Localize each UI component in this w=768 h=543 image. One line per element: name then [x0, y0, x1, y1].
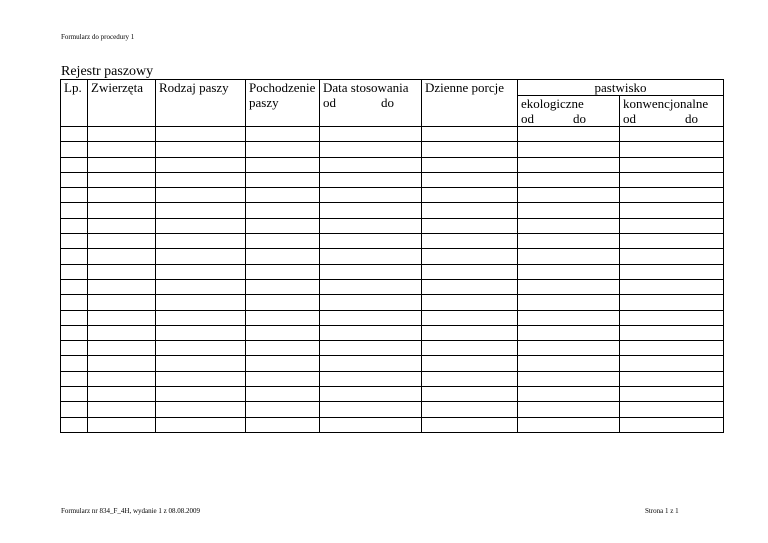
cell-animals[interactable]	[88, 157, 156, 172]
cell-animals[interactable]	[88, 387, 156, 402]
cell-pasture-ecological[interactable]	[518, 325, 620, 340]
col-header-pasture-ecological: ekologiczne od do	[518, 96, 620, 127]
col-header-daily-portions: Dzienne porcje	[422, 80, 518, 127]
cell-feed-origin[interactable]	[246, 371, 320, 386]
cell-pasture-conventional[interactable]	[620, 127, 724, 142]
cell-pasture-conventional[interactable]	[620, 234, 724, 249]
cell-lp[interactable]	[61, 295, 88, 310]
cell-date-of-use[interactable]	[320, 387, 422, 402]
cell-feed-origin[interactable]	[246, 341, 320, 356]
cell-feed-type[interactable]	[156, 417, 246, 432]
cell-feed-origin[interactable]	[246, 402, 320, 417]
cell-lp[interactable]	[61, 402, 88, 417]
cell-daily-portions[interactable]	[422, 295, 518, 310]
cell-date-of-use[interactable]	[320, 157, 422, 172]
cell-animals[interactable]	[88, 295, 156, 310]
cell-feed-origin[interactable]	[246, 172, 320, 187]
cell-daily-portions[interactable]	[422, 203, 518, 218]
cell-animals[interactable]	[88, 234, 156, 249]
cell-feed-type[interactable]	[156, 264, 246, 279]
cell-feed-type[interactable]	[156, 402, 246, 417]
cell-pasture-ecological[interactable]	[518, 402, 620, 417]
cell-animals[interactable]	[88, 249, 156, 264]
cell-pasture-conventional[interactable]	[620, 402, 724, 417]
cell-feed-type[interactable]	[156, 142, 246, 157]
cell-date-of-use[interactable]	[320, 279, 422, 294]
cell-pasture-conventional[interactable]	[620, 203, 724, 218]
cell-date-of-use[interactable]	[320, 341, 422, 356]
cell-daily-portions[interactable]	[422, 279, 518, 294]
cell-animals[interactable]	[88, 341, 156, 356]
cell-lp[interactable]	[61, 234, 88, 249]
table-row	[61, 142, 724, 157]
cell-lp[interactable]	[61, 417, 88, 432]
col-header-pasture-conventional: konwencjonalne od do	[620, 96, 724, 127]
cell-feed-type[interactable]	[156, 249, 246, 264]
cell-date-of-use[interactable]	[320, 127, 422, 142]
cell-pasture-ecological[interactable]	[518, 341, 620, 356]
table-row	[61, 387, 724, 402]
cell-feed-origin[interactable]	[246, 249, 320, 264]
cell-feed-type[interactable]	[156, 387, 246, 402]
cell-pasture-conventional[interactable]	[620, 264, 724, 279]
table-row	[61, 356, 724, 371]
cell-feed-origin[interactable]	[246, 264, 320, 279]
cell-pasture-conventional[interactable]	[620, 371, 724, 386]
table-row	[61, 341, 724, 356]
cell-date-of-use[interactable]	[320, 264, 422, 279]
cell-date-of-use[interactable]	[320, 417, 422, 432]
cell-pasture-ecological[interactable]	[518, 417, 620, 432]
cell-date-of-use[interactable]	[320, 142, 422, 157]
cell-daily-portions[interactable]	[422, 234, 518, 249]
cell-lp[interactable]	[61, 218, 88, 233]
cell-date-of-use[interactable]	[320, 325, 422, 340]
cell-feed-type[interactable]	[156, 127, 246, 142]
cell-feed-origin[interactable]	[246, 142, 320, 157]
cell-pasture-ecological[interactable]	[518, 371, 620, 386]
cell-pasture-ecological[interactable]	[518, 295, 620, 310]
table-row	[61, 264, 724, 279]
cell-pasture-conventional[interactable]	[620, 157, 724, 172]
cell-animals[interactable]	[88, 417, 156, 432]
cell-feed-origin[interactable]	[246, 188, 320, 203]
cell-feed-origin[interactable]	[246, 325, 320, 340]
cell-date-of-use[interactable]	[320, 310, 422, 325]
table-row	[61, 234, 724, 249]
col-header-pasture: pastwisko	[518, 80, 724, 96]
cell-pasture-ecological[interactable]	[518, 356, 620, 371]
register-rows	[61, 127, 724, 433]
cell-daily-portions[interactable]	[422, 218, 518, 233]
table-row	[61, 417, 724, 432]
cell-feed-type[interactable]	[156, 356, 246, 371]
cell-feed-origin[interactable]	[246, 310, 320, 325]
cell-daily-portions[interactable]	[422, 371, 518, 386]
cell-animals[interactable]	[88, 371, 156, 386]
col-header-animals: Zwierzęta	[88, 80, 156, 127]
table-row	[61, 402, 724, 417]
cell-daily-portions[interactable]	[422, 310, 518, 325]
cell-daily-portions[interactable]	[422, 387, 518, 402]
table-row	[61, 172, 724, 187]
cell-lp[interactable]	[61, 249, 88, 264]
cell-animals[interactable]	[88, 218, 156, 233]
table-row	[61, 310, 724, 325]
table-row	[61, 157, 724, 172]
cell-date-of-use[interactable]	[320, 402, 422, 417]
cell-feed-origin[interactable]	[246, 417, 320, 432]
cell-animals[interactable]	[88, 279, 156, 294]
form-number-footer: Formularz nr 834_F_4H, wydanie 1 z 08.08.2009	[61, 507, 201, 515]
cell-feed-origin[interactable]	[246, 157, 320, 172]
cell-animals[interactable]	[88, 310, 156, 325]
col-header-feed-type: Rodzaj paszy	[156, 80, 246, 127]
page-title: Rejestr paszowy	[61, 64, 154, 79]
cell-animals[interactable]	[88, 325, 156, 340]
cell-feed-type[interactable]	[156, 172, 246, 187]
cell-daily-portions[interactable]	[422, 127, 518, 142]
cell-pasture-ecological[interactable]	[518, 142, 620, 157]
cell-pasture-conventional[interactable]	[620, 279, 724, 294]
cell-pasture-conventional[interactable]	[620, 295, 724, 310]
feed-register-table	[60, 79, 724, 433]
cell-feed-type[interactable]	[156, 325, 246, 340]
cell-pasture-ecological[interactable]	[518, 234, 620, 249]
cell-pasture-conventional[interactable]	[620, 341, 724, 356]
cell-lp[interactable]	[61, 188, 88, 203]
cell-daily-portions[interactable]	[422, 172, 518, 187]
cell-feed-origin[interactable]	[246, 218, 320, 233]
page-number-footer: Strona 1 z 1	[645, 507, 679, 515]
table-row	[61, 295, 724, 310]
cell-pasture-ecological[interactable]	[518, 249, 620, 264]
cell-lp[interactable]	[61, 325, 88, 340]
cell-pasture-conventional[interactable]	[620, 142, 724, 157]
cell-pasture-ecological[interactable]	[518, 264, 620, 279]
cell-daily-portions[interactable]	[422, 341, 518, 356]
cell-pasture-conventional[interactable]	[620, 218, 724, 233]
cell-feed-origin[interactable]	[246, 203, 320, 218]
cell-feed-origin[interactable]	[246, 387, 320, 402]
table-row	[61, 218, 724, 233]
cell-feed-type[interactable]	[156, 203, 246, 218]
cell-pasture-ecological[interactable]	[518, 157, 620, 172]
cell-animals[interactable]	[88, 142, 156, 157]
cell-lp[interactable]	[61, 356, 88, 371]
cell-date-of-use[interactable]	[320, 172, 422, 187]
col-header-feed-origin: Pochodzenie paszy	[246, 80, 320, 127]
table-row	[61, 127, 724, 142]
cell-lp[interactable]	[61, 172, 88, 187]
cell-daily-portions[interactable]	[422, 188, 518, 203]
cell-lp[interactable]	[61, 310, 88, 325]
cell-feed-type[interactable]	[156, 295, 246, 310]
cell-lp[interactable]	[61, 341, 88, 356]
cell-pasture-ecological[interactable]	[518, 279, 620, 294]
cell-feed-type[interactable]	[156, 371, 246, 386]
cell-animals[interactable]	[88, 356, 156, 371]
cell-feed-origin[interactable]	[246, 356, 320, 371]
cell-pasture-conventional[interactable]	[620, 249, 724, 264]
cell-feed-type[interactable]	[156, 279, 246, 294]
cell-date-of-use[interactable]	[320, 218, 422, 233]
cell-pasture-conventional[interactable]	[620, 417, 724, 432]
cell-pasture-ecological[interactable]	[518, 310, 620, 325]
table-row	[61, 249, 724, 264]
cell-lp[interactable]	[61, 264, 88, 279]
table-row	[61, 325, 724, 340]
cell-date-of-use[interactable]	[320, 234, 422, 249]
cell-feed-origin[interactable]	[246, 127, 320, 142]
cell-animals[interactable]	[88, 402, 156, 417]
table-row	[61, 188, 724, 203]
cell-date-of-use[interactable]	[320, 371, 422, 386]
cell-animals[interactable]	[88, 264, 156, 279]
cell-lp[interactable]	[61, 127, 88, 142]
cell-animals[interactable]	[88, 203, 156, 218]
cell-pasture-conventional[interactable]	[620, 356, 724, 371]
cell-daily-portions[interactable]	[422, 417, 518, 432]
cell-daily-portions[interactable]	[422, 402, 518, 417]
cell-pasture-ecological[interactable]	[518, 172, 620, 187]
cell-lp[interactable]	[61, 142, 88, 157]
cell-pasture-ecological[interactable]	[518, 218, 620, 233]
cell-daily-portions[interactable]	[422, 157, 518, 172]
col-header-lp: Lp.	[61, 80, 88, 127]
cell-lp[interactable]	[61, 203, 88, 218]
cell-daily-portions[interactable]	[422, 264, 518, 279]
table-row	[61, 203, 724, 218]
cell-daily-portions[interactable]	[422, 356, 518, 371]
cell-pasture-conventional[interactable]	[620, 387, 724, 402]
cell-daily-portions[interactable]	[422, 249, 518, 264]
cell-date-of-use[interactable]	[320, 356, 422, 371]
cell-feed-type[interactable]	[156, 188, 246, 203]
form-header-note: Formularz do procedury 1	[61, 33, 135, 41]
cell-feed-type[interactable]	[156, 157, 246, 172]
cell-lp[interactable]	[61, 371, 88, 386]
cell-daily-portions[interactable]	[422, 325, 518, 340]
cell-feed-origin[interactable]	[246, 279, 320, 294]
cell-lp[interactable]	[61, 157, 88, 172]
cell-animals[interactable]	[88, 172, 156, 187]
cell-feed-origin[interactable]	[246, 234, 320, 249]
cell-daily-portions[interactable]	[422, 142, 518, 157]
table-row	[61, 371, 724, 386]
cell-feed-type[interactable]	[156, 341, 246, 356]
cell-date-of-use[interactable]	[320, 188, 422, 203]
cell-pasture-ecological[interactable]	[518, 127, 620, 142]
cell-pasture-conventional[interactable]	[620, 188, 724, 203]
cell-animals[interactable]	[88, 188, 156, 203]
cell-lp[interactable]	[61, 387, 88, 402]
cell-feed-type[interactable]	[156, 310, 246, 325]
cell-pasture-ecological[interactable]	[518, 387, 620, 402]
cell-pasture-conventional[interactable]	[620, 325, 724, 340]
cell-pasture-conventional[interactable]	[620, 172, 724, 187]
cell-pasture-ecological[interactable]	[518, 203, 620, 218]
cell-pasture-conventional[interactable]	[620, 310, 724, 325]
cell-feed-origin[interactable]	[246, 295, 320, 310]
cell-date-of-use[interactable]	[320, 295, 422, 310]
cell-pasture-ecological[interactable]	[518, 188, 620, 203]
cell-feed-type[interactable]	[156, 218, 246, 233]
col-header-date-of-use: Data stosowania od do	[320, 80, 422, 127]
table-row	[61, 279, 724, 294]
cell-animals[interactable]	[88, 127, 156, 142]
cell-lp[interactable]	[61, 279, 88, 294]
cell-date-of-use[interactable]	[320, 203, 422, 218]
cell-date-of-use[interactable]	[320, 249, 422, 264]
cell-feed-type[interactable]	[156, 234, 246, 249]
